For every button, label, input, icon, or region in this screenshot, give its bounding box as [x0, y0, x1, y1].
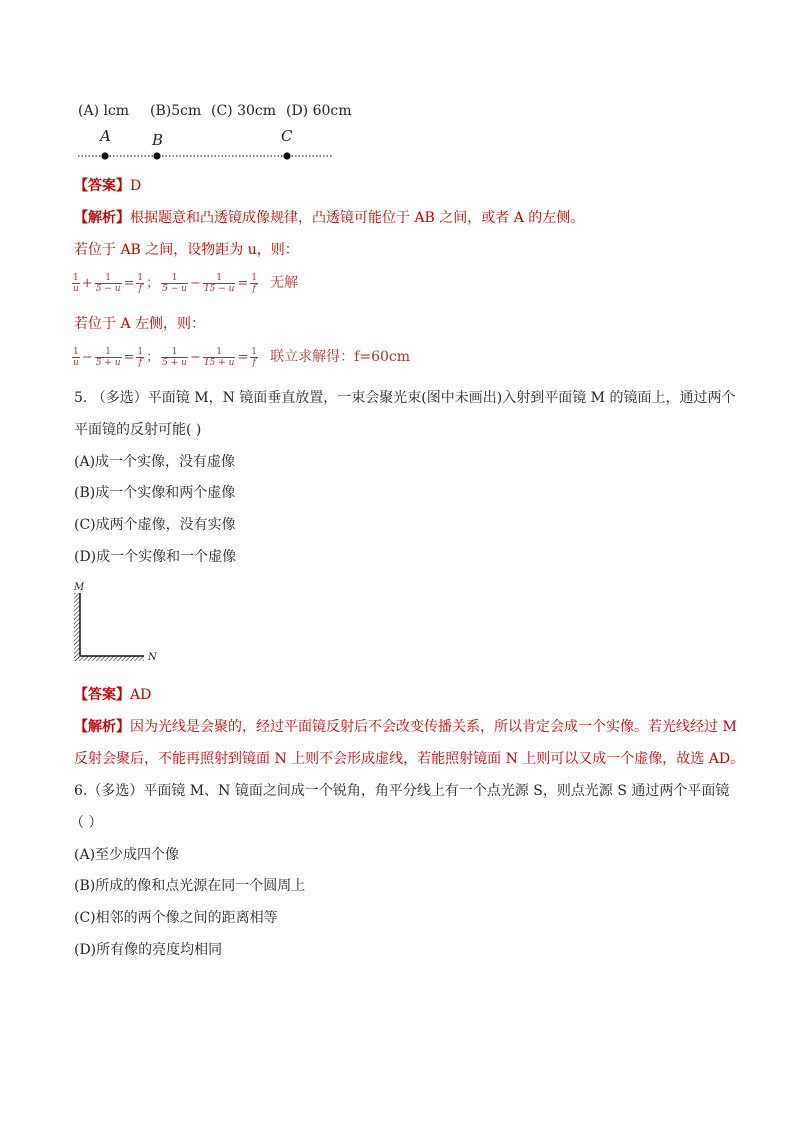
point-c-dot [283, 152, 290, 159]
analysis-tag: 【解析】 [74, 719, 130, 735]
q5-option-b: (B)成一个实像和两个虚像 [74, 485, 236, 501]
analysis-tag: 【解析】 [74, 210, 130, 226]
q4-case2-text: 若位于 A 左侧，则： [74, 316, 206, 332]
point-b-label: B [152, 131, 164, 149]
fraction: $\frac{1}{f}$ [251, 347, 258, 368]
fraction: $\frac{1}{5 - u}$ [95, 273, 121, 294]
q6-stem-line2: （ ） [70, 815, 103, 831]
q4-option-c: (C) 30cm [211, 103, 277, 119]
q4-case2-equation: $\frac{1}{u}$ − $\frac{1}{5 + u}$ = $\frac{1}{f}$ ； $\frac{1}{5 + u}$ − $\frac{1}{15 + u}$ = $\frac{1}{f}$ 联立求解得：f=60cm [73, 347, 410, 368]
q4-option-b: (B)5cm [150, 103, 202, 119]
fraction: $\frac{1}{5 + u}$ [95, 347, 121, 368]
mirror-m-label: M [74, 582, 85, 593]
fraction: $\frac{1}{5 - u}$ [162, 273, 187, 294]
answer-tag: 【答案】 [74, 687, 130, 703]
mirror-m-hatch [74, 593, 80, 661]
q6-option-c: (C)相邻的两个像之间的距离相等 [74, 910, 278, 926]
q6-option-d: (D)所有像的亮度均相同 [74, 942, 223, 958]
q5-stem-line1: 5. （多选）平面镜 M，N 镜面垂直放置，一束会聚光束(图中未画出)入射到平面镜 M 的镜面上，通过两个 [74, 390, 736, 406]
point-b-dot [153, 152, 160, 159]
point-a-label: A [100, 127, 111, 145]
q6-option-b: (B)所成的像和点光源在同一个圆周上 [74, 878, 306, 894]
q6-option-a: (A)至少成四个像 [74, 847, 180, 863]
answer-tag: 【答案】 [74, 178, 130, 194]
q5-option-c: (C)成两个虚像，没有实像 [74, 517, 236, 533]
answer-value: AD [130, 687, 152, 703]
point-c-label: C [281, 127, 293, 145]
fraction: $\frac{1}{f}$ [251, 273, 258, 294]
q5-stem-line2: 平面镜的反射可能( ) [74, 422, 202, 438]
q5-option-a: (A)成一个实像，没有虚像 [74, 454, 236, 470]
q5-analysis-line2: 反射会聚后，不能再照射到镜面 N 上则不会形成虚线，若能照射镜面 N 上则可以又成一个虚像，故选 AD。 [74, 751, 745, 767]
fraction: $\frac{1}{u}$ [73, 347, 79, 368]
fraction: $\frac{1}{15 + u}$ [203, 347, 235, 368]
q4-option-a: (A) lcm [78, 103, 130, 119]
case1-result: 无解 [270, 275, 299, 291]
fraction: $\frac{1}{u}$ [73, 273, 79, 294]
q4-answer [74, 177, 141, 195]
q4-option-d: (D) 60cm [286, 103, 352, 119]
mirror-n-label: N [148, 652, 157, 663]
q5-analysis-line1 [74, 718, 737, 736]
fraction: $\frac{1}{f}$ [137, 273, 144, 294]
q4-case1-equation: $\frac{1}{u}$ + $\frac{1}{5 - u}$ = $\frac{1}{f}$ ； $\frac{1}{5 - u}$ − $\frac{1}{15 - u}$ = $\frac{1}{f}$ 无解 [73, 273, 299, 294]
q4-case1-text: 若位于 AB 之间，设物距为 u，则： [74, 242, 299, 258]
q4-analysis [74, 209, 584, 227]
q5-option-d: (D)成一个实像和一个虚像 [74, 549, 237, 565]
point-a-dot [101, 152, 108, 159]
q6-stem-line1: 6.（多选）平面镜 M、N 镜面之间成一个锐角，角平分线上有一个点光源 S，则点光源 S 通过两个平面镜 [74, 783, 730, 799]
answer-value: D [130, 178, 142, 194]
case2-result: 联立求解得：f=60cm [270, 349, 410, 365]
fraction: $\frac{1}{f}$ [137, 347, 144, 368]
fraction: $\frac{1}{15 - u}$ [203, 273, 235, 294]
fraction: $\frac{1}{5 + u}$ [162, 347, 187, 368]
q5-answer [74, 686, 151, 704]
analysis-text: 根据题意和凸透镜成像规律，凸透镜可能位于 AB 之间，或者 A 的左侧。 [130, 210, 585, 226]
analysis-text: 因为光线是会聚的，经过平面镜反射后不会改变传播关系，所以肯定会成一个实像。若光线经过 M [130, 719, 737, 735]
